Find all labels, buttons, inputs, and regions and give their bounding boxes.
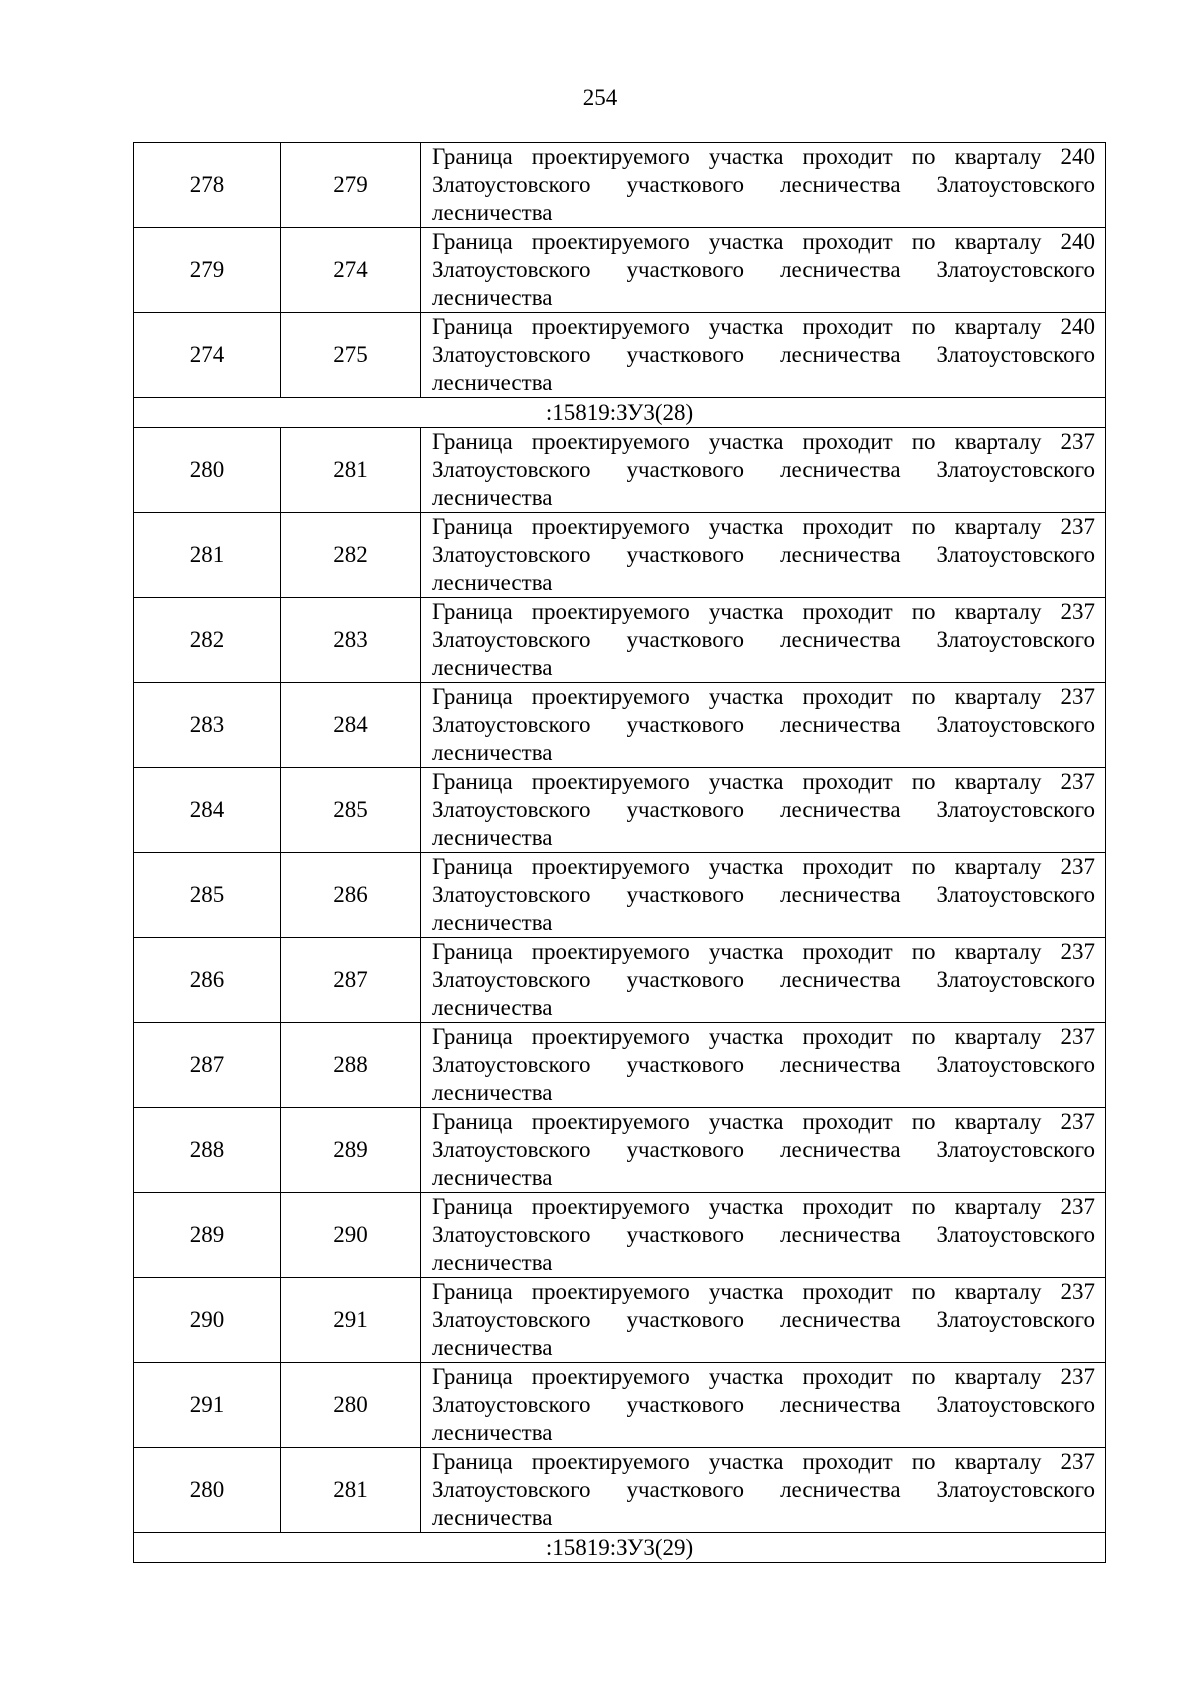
boundary-description-cell: Граница проектируемого участка проходит по кварталу 240 Златоустовского участкового лесничества Златоустовского лесничества xyxy=(421,313,1106,398)
point-to-cell: 279 xyxy=(281,143,421,228)
table-row xyxy=(134,683,1106,768)
boundary-description-cell: Граница проектируемого участка проходит по кварталу 237 Златоустовского участкового лесничества Златоустовского лесничества xyxy=(421,1193,1106,1278)
point-from-cell: 290 xyxy=(134,1278,281,1363)
point-from-cell: 274 xyxy=(134,313,281,398)
section-label: :15819:ЗУ3(29) xyxy=(134,1533,1106,1563)
boundary-description-cell: Граница проектируемого участка проходит по кварталу 237 Златоустовского участкового лесничества Златоустовского лесничества xyxy=(421,598,1106,683)
point-to-cell: 284 xyxy=(281,683,421,768)
point-to-cell: 275 xyxy=(281,313,421,398)
point-to-cell: 289 xyxy=(281,1108,421,1193)
point-to-cell: 287 xyxy=(281,938,421,1023)
table-body xyxy=(134,143,1106,1563)
point-from-cell: 291 xyxy=(134,1363,281,1448)
point-from-cell: 288 xyxy=(134,1108,281,1193)
point-to-cell: 285 xyxy=(281,768,421,853)
page-number: 254 xyxy=(582,85,618,110)
point-to-cell: 283 xyxy=(281,598,421,683)
point-from-cell: 280 xyxy=(134,1448,281,1533)
table-row xyxy=(134,513,1106,598)
point-to-cell: 291 xyxy=(281,1278,421,1363)
point-from-cell: 281 xyxy=(134,513,281,598)
point-from-cell: 279 xyxy=(134,228,281,313)
table-row xyxy=(134,598,1106,683)
point-from-cell: 286 xyxy=(134,938,281,1023)
boundary-description-cell: Граница проектируемого участка проходит по кварталу 237 Златоустовского участкового лесничества Златоустовского лесничества xyxy=(421,853,1106,938)
boundary-description-cell: Граница проектируемого участка проходит по кварталу 240 Златоустовского участкового лесничества Златоустовского лесничества xyxy=(421,143,1106,228)
point-from-cell: 289 xyxy=(134,1193,281,1278)
boundary-description-cell: Граница проектируемого участка проходит по кварталу 240 Златоустовского участкового лесничества Златоустовского лесничества xyxy=(421,228,1106,313)
section-header-row xyxy=(134,398,1106,428)
point-from-cell: 282 xyxy=(134,598,281,683)
boundary-description-cell: Граница проектируемого участка проходит по кварталу 237 Златоустовского участкового лесничества Златоустовского лесничества xyxy=(421,428,1106,513)
point-to-cell: 280 xyxy=(281,1363,421,1448)
table-row xyxy=(134,228,1106,313)
table-row xyxy=(134,143,1106,228)
point-from-cell: 278 xyxy=(134,143,281,228)
boundary-description-cell: Граница проектируемого участка проходит по кварталу 237 Златоустовского участкового лесничества Златоустовского лесничества xyxy=(421,1108,1106,1193)
boundary-description-cell: Граница проектируемого участка проходит по кварталу 237 Златоустовского участкового лесничества Златоустовского лесничества xyxy=(421,513,1106,598)
point-to-cell: 282 xyxy=(281,513,421,598)
table-row xyxy=(134,938,1106,1023)
table-row xyxy=(134,853,1106,938)
point-to-cell: 274 xyxy=(281,228,421,313)
table-row xyxy=(134,1363,1106,1448)
point-from-cell: 287 xyxy=(134,1023,281,1108)
point-from-cell: 280 xyxy=(134,428,281,513)
boundary-description-cell: Граница проектируемого участка проходит по кварталу 237 Златоустовского участкового лесничества Златоустовского лесничества xyxy=(421,1448,1106,1533)
boundary-description-cell: Граница проектируемого участка проходит по кварталу 237 Златоустовского участкового лесничества Златоустовского лесничества xyxy=(421,1363,1106,1448)
boundary-description-cell: Граница проектируемого участка проходит по кварталу 237 Златоустовского участкового лесничества Златоустовского лесничества xyxy=(421,683,1106,768)
table-row xyxy=(134,768,1106,853)
table-row xyxy=(134,1108,1106,1193)
boundary-description-cell: Граница проектируемого участка проходит по кварталу 237 Златоустовского участкового лесничества Златоустовского лесничества xyxy=(421,938,1106,1023)
table-row xyxy=(134,1023,1106,1108)
point-to-cell: 286 xyxy=(281,853,421,938)
table-row xyxy=(134,1193,1106,1278)
point-from-cell: 285 xyxy=(134,853,281,938)
table-row xyxy=(134,313,1106,398)
boundary-description-cell: Граница проектируемого участка проходит по кварталу 237 Златоустовского участкового лесничества Златоустовского лесничества xyxy=(421,768,1106,853)
point-from-cell: 283 xyxy=(134,683,281,768)
boundary-description-cell: Граница проектируемого участка проходит по кварталу 237 Златоустовского участкового лесничества Златоустовского лесничества xyxy=(421,1023,1106,1108)
boundary-description-cell: Граница проектируемого участка проходит по кварталу 237 Златоустовского участкового лесничества Златоустовского лесничества xyxy=(421,1278,1106,1363)
section-header-row xyxy=(134,1533,1106,1563)
boundary-table xyxy=(133,142,1106,1563)
point-to-cell: 290 xyxy=(281,1193,421,1278)
point-from-cell: 284 xyxy=(134,768,281,853)
point-to-cell: 281 xyxy=(281,428,421,513)
point-to-cell: 281 xyxy=(281,1448,421,1533)
table-row xyxy=(134,1448,1106,1533)
table-row xyxy=(134,428,1106,513)
table-row xyxy=(134,1278,1106,1363)
point-to-cell: 288 xyxy=(281,1023,421,1108)
section-label: :15819:ЗУ3(28) xyxy=(134,398,1106,428)
